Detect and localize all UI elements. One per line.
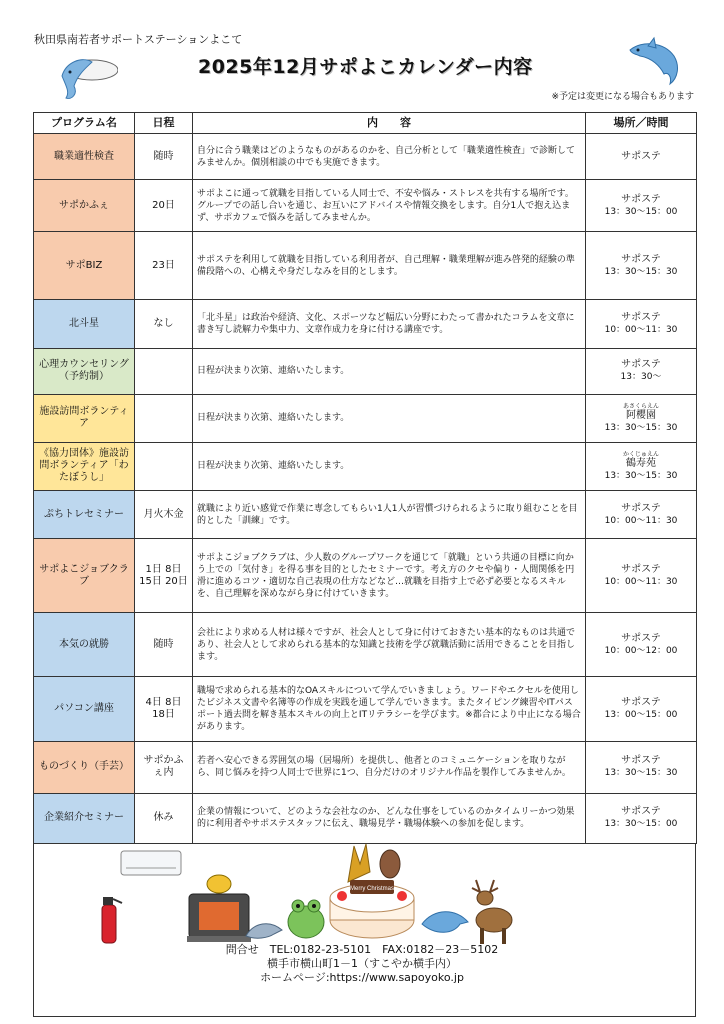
header-content: 内 容: [193, 113, 586, 134]
table-row: [34, 677, 697, 741]
table-row: [34, 741, 697, 793]
program-content: 自分に合う職業はどのようなものがあるのかを、自己分析として「職業適性検査」で診断してみませんか。個別相談の中でも実施できます。: [193, 134, 586, 180]
place-name: サポステ: [621, 502, 661, 514]
place-name: サポステ: [621, 253, 661, 265]
program-date: 1日 8日 15日 20日: [135, 539, 193, 613]
header-date: 日程: [135, 113, 193, 134]
program-date: サポかふぇ内: [135, 741, 193, 793]
program-date: [135, 442, 193, 490]
place-name: 鶴寿苑: [626, 457, 656, 469]
place-time: 13：30～15：30: [604, 768, 678, 779]
svg-text:Merry Christmas: Merry Christmas: [349, 886, 395, 892]
fire-extinguisher-icon: [94, 893, 124, 945]
place-name: サポステ: [621, 806, 661, 818]
program-name: 本気の就勝: [34, 613, 135, 677]
reindeer-icon: [464, 876, 516, 946]
program-content: サポよこジョブクラブは、少人数のグループワークを通じて「就職」という共通の目標に向かう上での「気付き」を得る事を目的としたセミナーです。考え方のクセや偏り・人間関係を円滑に進めるコツ・適切な自己表現の仕方などなど…就職を目指す上で必ず必要となるスキルを、自己理解を深めながら身に付けていきます。: [193, 539, 586, 613]
place-name: サポステ: [621, 563, 661, 575]
place-time: 10：00～11：30: [604, 515, 678, 526]
page-title: 2025年12月サポよこカレンダー内容: [198, 56, 533, 78]
program-place: [586, 490, 697, 538]
place-name: サポステ: [621, 312, 661, 324]
program-name: 北斗星: [34, 300, 135, 348]
program-place: [586, 613, 697, 677]
program-place: [586, 394, 697, 442]
program-name: ぷちトレセミナー: [34, 490, 135, 538]
table-row: [34, 300, 697, 348]
place-time: 13：00～15：00: [604, 710, 678, 721]
program-place: [586, 539, 697, 613]
program-content: 会社により求める人材は様々ですが、社会人として身に付けておきたい基本的なものは共通であり、社会人として求められる基本的な知識と技術を学び就職活動に活用できることを目指します。: [193, 613, 586, 677]
notice: ※予定は変更になる場合もあります: [551, 92, 694, 102]
program-date: 休み: [135, 793, 193, 843]
program-date: 随時: [135, 613, 193, 677]
program-place: [586, 134, 697, 180]
place-name: サポステ: [621, 632, 661, 644]
dolphin-icon: [624, 36, 686, 88]
program-date: [135, 348, 193, 394]
place-time: 13：30～15：30: [604, 470, 678, 481]
program-content: 「北斗星」は政治や経済、文化、スポーツなど幅広い分野にわたって書かれたコラムを文章に書き写し読解力や集中力、文章作成力を身に付ける講座です。: [193, 300, 586, 348]
dolphin-icon: [52, 46, 118, 104]
program-name: 心理カウンセリング（予約制）: [34, 348, 135, 394]
table-row: [34, 793, 697, 843]
place-time: 10：00～11：30: [604, 576, 678, 587]
table-row: [34, 232, 697, 300]
program-content: 職場で求められる基本的なOAスキルについて学んでいきましょう。ワードやエクセルを使用したビジネス文書や名簿等の作成を実践を通して学んでいきます。またタイピング練習やITパスポート過去問を解き基本スキルの向上とITリテラシーを学びます。※都合により中止になる場合があります。: [193, 677, 586, 741]
place-name: サポステ: [621, 697, 661, 709]
table-row: [34, 348, 697, 394]
program-content: 若者へ安心できる雰囲気の場（居場所）を提供し、他者とのコミュニケーションを取りながら、同じ悩みを持つ人同士で世界に1つ、自分だけのオリジナル作品を製作してみませんか。: [193, 741, 586, 793]
program-place: [586, 677, 697, 741]
place-name: サポステ: [621, 359, 661, 371]
program-name: パソコン講座: [34, 677, 135, 741]
place-name: 阿櫻園: [626, 409, 656, 421]
place-ruby: あさくらえん: [622, 402, 659, 410]
program-name: 職業適性検査: [34, 134, 135, 180]
program-place: [586, 180, 697, 232]
place-time: 13：30～15：30: [604, 266, 678, 277]
program-place: [586, 348, 697, 394]
program-date: 月火木金: [135, 490, 193, 538]
place-time: 13：30～: [620, 372, 662, 383]
program-date: 23日: [135, 232, 193, 300]
program-place: [586, 442, 697, 490]
program-date: 4日 8日 18日: [135, 677, 193, 741]
place-time: 13：30～15：30: [604, 422, 678, 433]
place-time: 13：30～15：00: [604, 206, 678, 217]
program-content: 企業の情報について、どのような会社なのか、どんな仕事をしているのかタイムリーかつ効果的に利用者やサポステスタッフに伝え、職場見学・職場体験への参加を促します。: [193, 793, 586, 843]
program-content: 日程が決まり次第、連絡いたします。: [193, 442, 586, 490]
place-name: サポステ: [621, 150, 661, 162]
table-row: [34, 134, 697, 180]
dolphin-icon: [420, 900, 470, 940]
schedule-table: [33, 112, 697, 844]
table-header-row: [34, 113, 697, 134]
contact-address: 横手市横山町1－1（すこやか横手内）: [267, 957, 457, 970]
place-time: 13：30～15：00: [604, 819, 678, 830]
program-date: 随時: [135, 134, 193, 180]
program-name: サポかふぇ: [34, 180, 135, 232]
program-name: 企業紹介セミナー: [34, 793, 135, 843]
contact-phone-fax: 問合せ TEL:0182-23-5101 FAX:0182－23－5102: [225, 943, 499, 956]
place-name: サポステ: [621, 755, 661, 767]
table-row: [34, 180, 697, 232]
air-conditioner-icon: [120, 850, 182, 878]
org-name: 秋田県南若者サポートステーションよこて: [34, 33, 243, 46]
program-place: [586, 232, 697, 300]
christmas-cake-icon: [326, 842, 418, 942]
header-program: プログラム名: [34, 113, 135, 134]
program-date: [135, 394, 193, 442]
table-row: [34, 613, 697, 677]
program-content: 日程が決まり次第、連絡いたします。: [193, 394, 586, 442]
table-row: [34, 539, 697, 613]
program-name: 《協力団体》施設訪問ボランティア「わたぼうし」: [34, 442, 135, 490]
table-row: [34, 490, 697, 538]
program-place: [586, 300, 697, 348]
program-date: 20日: [135, 180, 193, 232]
program-name: サポBIZ: [34, 232, 135, 300]
contact-info: [0, 943, 724, 985]
table-row: [34, 442, 697, 490]
place-time: 10：00～11：30: [604, 325, 678, 336]
shark-icon: [244, 912, 284, 942]
place-ruby: かくじゅえん: [622, 450, 659, 458]
place-time: 10：00～12：00: [604, 645, 678, 656]
homepage-link[interactable]: ホームページ:https://www.sapoyoko.jp: [260, 971, 464, 984]
program-place: [586, 793, 697, 843]
header-place: 場所／時間: [586, 113, 697, 134]
program-content: 就職により近い感覚で作業に専念してもらい1人1人が習慣づけられるように取り組むことを目的とした「訓練」です。: [193, 490, 586, 538]
program-place: [586, 741, 697, 793]
program-name: 施設訪問ボランティア: [34, 394, 135, 442]
program-content: 日程が決まり次第、連絡いたします。: [193, 348, 586, 394]
program-name: サポよこジョブクラブ: [34, 539, 135, 613]
frog-icon: [284, 884, 328, 940]
table-row: [34, 394, 697, 442]
place-name: サポステ: [621, 193, 661, 205]
program-name: ものづくり（手芸）: [34, 741, 135, 793]
program-content: サポよこに通って就職を目指している人同士で、不安や悩み・ストレスを共有する場所です。グループでの話し合いを通じ、お互いにアドバイスや情報交換をします。自分1人で抱え込まず、サポカフェで悩みを話してみませんか。: [193, 180, 586, 232]
program-date: なし: [135, 300, 193, 348]
program-content: サポステを利用して就職を目指している利用者が、自己理解・職業理解が進み啓発的経験の準備段階への、心構えや身だしなみを目的とします。: [193, 232, 586, 300]
